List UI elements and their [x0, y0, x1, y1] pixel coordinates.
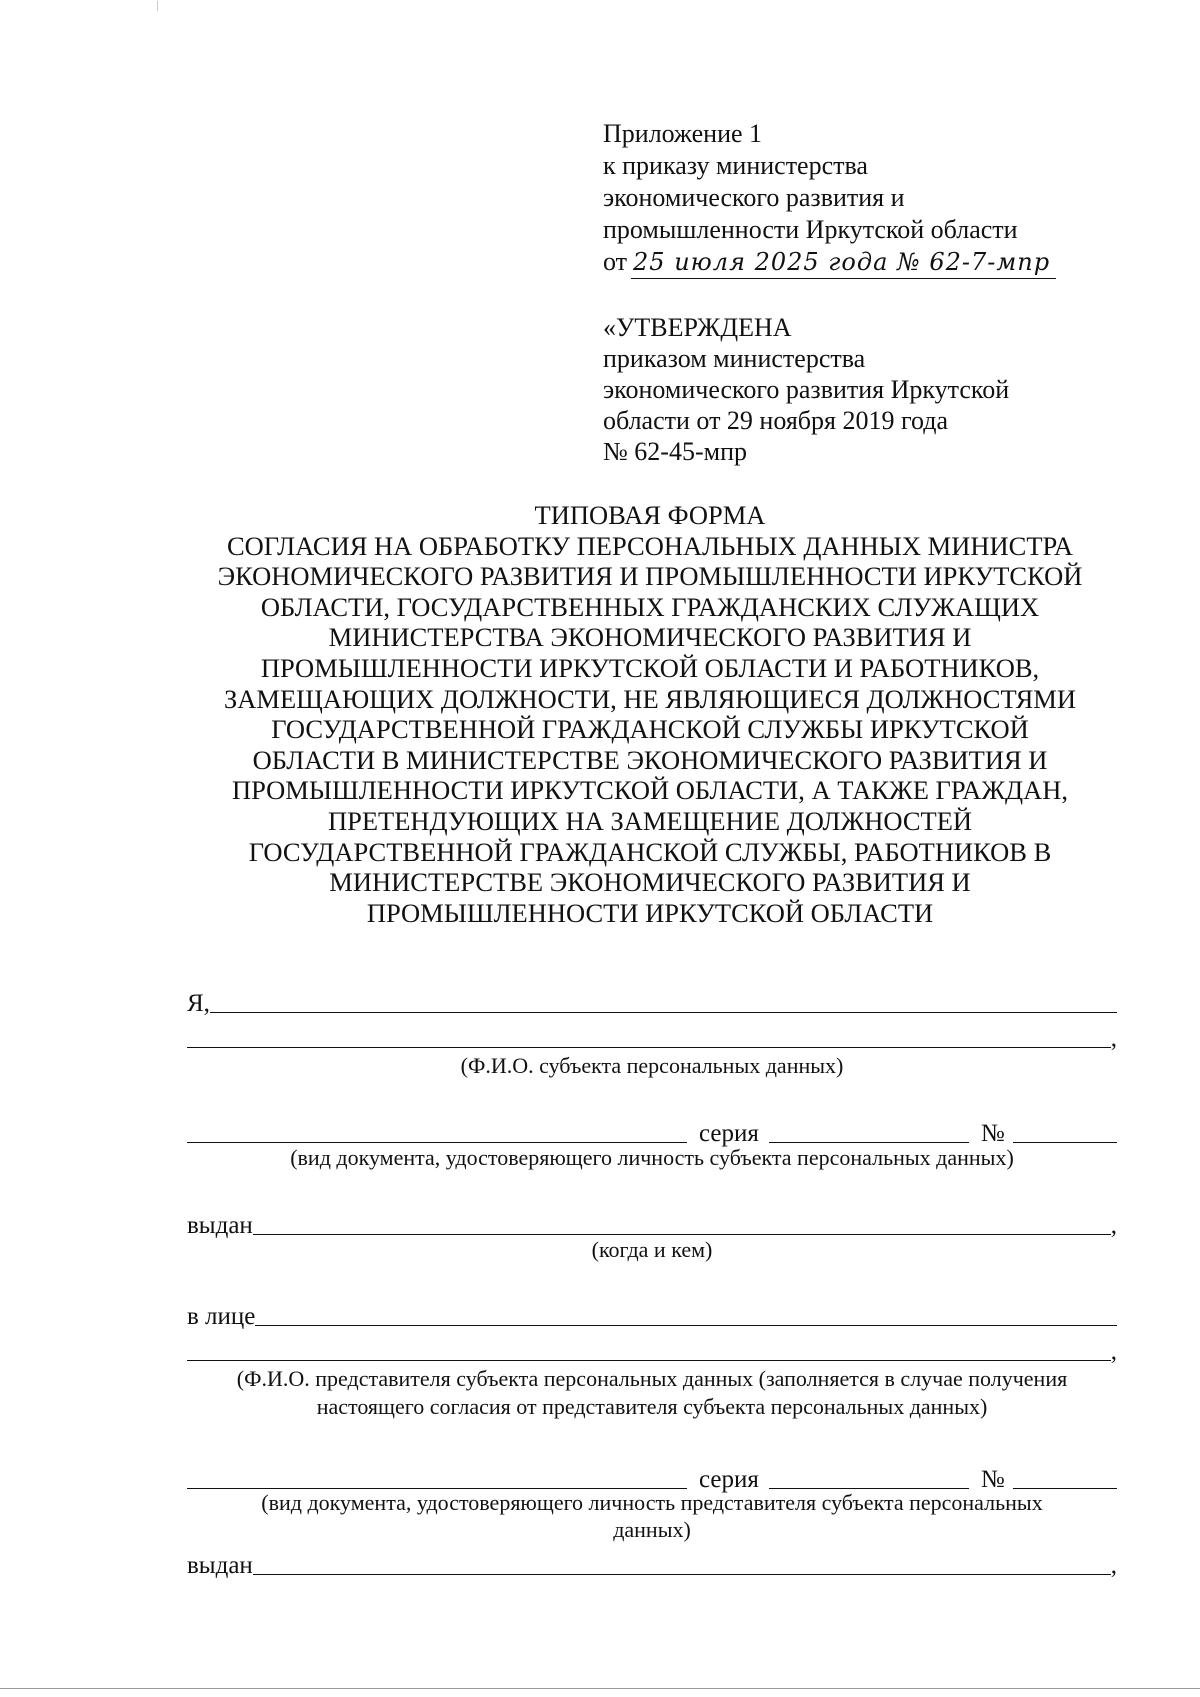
approved-line-1: «УТВЕРЖДЕНА — [603, 313, 792, 342]
fio-field-line-2[interactable] — [187, 1047, 1111, 1048]
document-title — [150, 500, 1150, 928]
title-line: ОБЛАСТИ В МИНИСТЕРСТВЕ ЭКОНОМИЧЕСКОГО РАЗВИТИЯ И — [252, 744, 1048, 775]
rep-number-field[interactable] — [1013, 1488, 1117, 1489]
date-prefix: от — [603, 247, 628, 276]
title-line: ГОСУДАРСТВЕННОЙ ГРАЖДАНСКОЙ СЛУЖБЫ, РАБОТНИКОВ В — [248, 836, 1052, 867]
comma: , — [1110, 1552, 1117, 1579]
number-field[interactable] — [1013, 1142, 1117, 1143]
doc-caption: (вид документа, удостоверяющего личность субъекта персональных данных) — [290, 1145, 1014, 1170]
series-label: серия — [699, 1120, 759, 1147]
scan-bottom-edge — [0, 1688, 1200, 1689]
title-line: ПРЕТЕНДУЮЩИХ НА ЗАМЕЩЕНИЕ ДОЛЖНОСТЕЙ — [327, 805, 973, 836]
rep-doc-caption-line-1: (вид документа, удостоверяющего личность представителя субъекта персональных — [261, 1490, 1043, 1515]
represented-label: в лице — [187, 1303, 256, 1330]
series-field[interactable] — [769, 1142, 969, 1143]
rep-doc-caption-line-2: данных) — [613, 1517, 691, 1542]
issued-label: выдан — [187, 1552, 253, 1579]
rep-series-field[interactable] — [769, 1488, 969, 1489]
issued-caption: (когда и кем) — [591, 1237, 713, 1262]
appendix-line-1: Приложение 1 — [603, 119, 763, 148]
appendix-line-3: экономического развития и — [603, 183, 905, 212]
approved-block — [603, 312, 1123, 467]
scan-artifact — [157, 1, 158, 11]
number-label: № — [980, 1466, 1005, 1493]
approved-line-2: приказом министерства — [603, 344, 866, 373]
title-line: МИНИСТЕРСТВА ЭКОНОМИЧЕСКОГО РАЗВИТИЯ И — [328, 622, 972, 653]
fio-row-2 — [187, 1025, 1117, 1053]
handwritten-date: 25 июля 2025 года № 62-7-мпр — [631, 246, 1056, 279]
title-line: СОГЛАСИЯ НА ОБРАБОТКУ ПЕРСОНАЛЬНЫХ ДАННЫХ МИНИСТРА — [226, 530, 1074, 561]
title-line: ТИПОВАЯ ФОРМА — [534, 500, 766, 530]
comma: , — [1110, 1025, 1117, 1052]
fio-row-1 — [187, 990, 1117, 1018]
title-line: ГОСУДАРСТВЕННОЙ ГРАЖДАНСКОЙ СЛУЖБЫ ИРКУТСКОЙ — [271, 714, 1029, 745]
representative-caption-line-1: (Ф.И.О. представителя субъекта персональных данных (заполняется в случае получения — [236, 1366, 1068, 1391]
issued-label: выдан — [187, 1212, 253, 1239]
approved-line-4: области от 29 ноября 2019 года — [603, 406, 949, 435]
doc-type-field[interactable] — [187, 1142, 687, 1143]
title-line: МИНИСТЕРСТВЕ ЭКОНОМИЧЕСКОГО РАЗВИТИЯ И — [329, 867, 971, 898]
title-line: ПРОМЫШЛЕННОСТИ ИРКУТСКОЙ ОБЛАСТИ И РАБОТНИКОВ, — [260, 652, 1040, 683]
approved-line-5: № 62-45-мпр — [603, 437, 747, 466]
representative-field-line-1[interactable] — [255, 1325, 1117, 1326]
title-line: ПРОМЫШЛЕННОСТИ ИРКУТСКОЙ ОБЛАСТИ — [366, 897, 934, 928]
appendix-line-4: промышленности Иркутской области — [603, 215, 1018, 244]
title-line: ЗАМЕЩАЮЩИХ ДОЛЖНОСТИ, НЕ ЯВЛЯЮЩИЕСЯ ДОЛЖНОСТЯМИ — [223, 683, 1076, 714]
rep-doc-type-field[interactable] — [187, 1488, 687, 1489]
appendix-header — [603, 118, 1123, 279]
number-label: № — [980, 1120, 1005, 1147]
representative-field-line-2[interactable] — [187, 1360, 1111, 1361]
represented-row-2 — [187, 1338, 1117, 1366]
comma: , — [1110, 1212, 1117, 1239]
rep-issued-row — [187, 1552, 1117, 1580]
series-label: серия — [699, 1466, 759, 1493]
comma: , — [1110, 1338, 1117, 1365]
approved-line-3: экономического развития Иркутской — [603, 375, 1010, 404]
ya-label: Я, — [187, 990, 210, 1017]
title-line: ОБЛАСТИ, ГОСУДАРСТВЕННЫХ ГРАЖДАНСКИХ СЛУЖАЩИХ — [260, 591, 1040, 622]
rep-issued-field[interactable] — [253, 1574, 1111, 1575]
issued-row — [187, 1212, 1117, 1240]
title-line: ЭКОНОМИЧЕСКОГО РАЗВИТИЯ И ПРОМЫШЛЕННОСТИ ИРКУТСКОЙ — [217, 561, 1083, 592]
represented-row-1 — [187, 1303, 1117, 1331]
representative-caption-line-2: настоящего согласия от представителя субъекта персональных данных) — [316, 1394, 988, 1419]
issued-field[interactable] — [253, 1234, 1111, 1235]
appendix-line-2: к приказу министерства — [603, 151, 868, 180]
fio-field-line-1[interactable] — [210, 1012, 1117, 1013]
doc-row — [187, 1120, 1117, 1148]
title-line: ПРОМЫШЛЕННОСТИ ИРКУТСКОЙ ОБЛАСТИ, А ТАКЖЕ ГРАЖДАН, — [231, 775, 1069, 806]
fio-caption: (Ф.И.О. субъекта персональных данных) — [460, 1053, 844, 1078]
appendix-date-line — [603, 246, 1123, 279]
